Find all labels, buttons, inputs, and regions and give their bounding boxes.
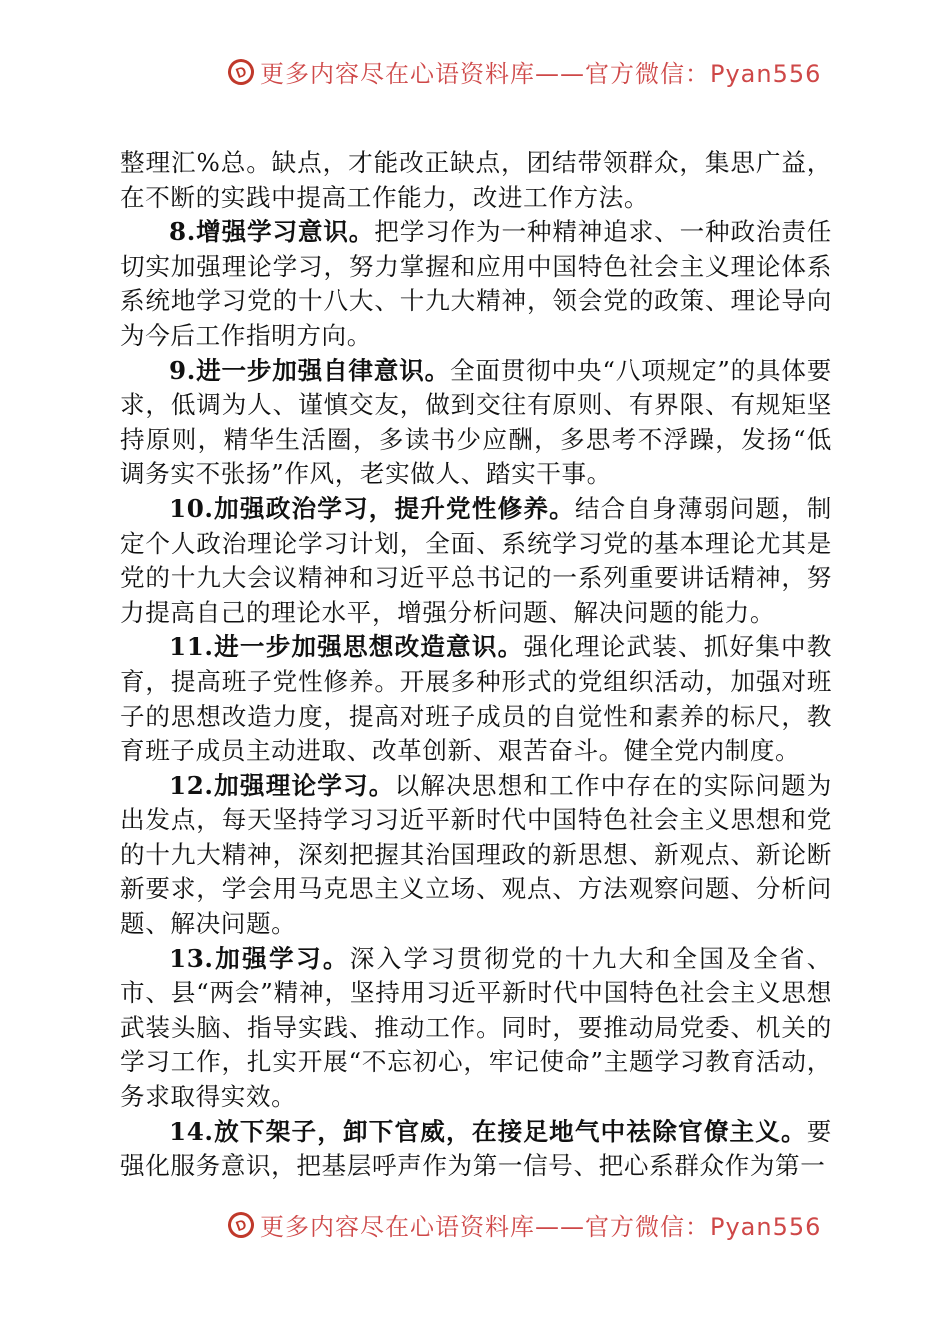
paragraph-heading: 12.加强理论学习。	[169, 770, 395, 800]
paragraph-body: 深入学习贯彻党的十九大和全国及全省、市、县“两会”精神，坚持用习近平新时代中国特色社会主义思想武装头脑、指导实践、推动工作。同时，要推动局党委、机关的学习工作，扎实开展“不忘初心，牢记使命”主题学习教育活动，务求取得实效。	[120, 943, 832, 1112]
document-body	[120, 146, 832, 1184]
paragraph-item-9	[120, 354, 832, 492]
paragraph-heading: 9.进一步加强自律意识。	[169, 355, 450, 385]
paragraph-item-11	[120, 630, 832, 768]
paragraph-body: 把学习作为一种精神追求、一种政治责任切实加强理论学习，努力掌握和应用中国特色社会主义理论体系系统地学习党的十八大、十九大精神，领会党的政策、理论导向为今后工作指明方向。	[120, 217, 832, 350]
paragraph-body: 强化理论武装、抓好集中教育，提高班子党性修养。开展多种形式的党组织活动，加强对班子的思想改造力度，提高对班子成员的自觉性和素养的标尺，教育班子成员主动进取、改革创新、艰苦奋斗。健全党内制度。	[120, 632, 833, 766]
paragraph-heading: 10.加强政治学习，提升党性修养。	[169, 493, 575, 523]
footer-watermark-text: 更多内容尽在心语资料库——官方微信：Pyan556	[260, 1213, 822, 1241]
header-watermark-text: 更多内容尽在心语资料库——官方微信：Pyan556	[260, 60, 822, 88]
paragraph-heading: 8.增强学习意识。	[169, 217, 375, 247]
paragraph-item-8	[120, 215, 832, 353]
paragraph-continued	[120, 146, 832, 215]
paragraph-item-14	[120, 1115, 832, 1184]
paragraph-item-12	[120, 769, 832, 942]
paragraph-heading: 13.加强学习。	[169, 943, 350, 973]
paragraph-body: 整理汇%总。缺点，才能改正缺点，团结带领群众，集思广益，在不断的实践中提高工作能力，改进工作方法。	[120, 148, 832, 212]
paragraph-item-13	[120, 942, 832, 1115]
brand-logo-icon: D	[224, 55, 257, 88]
paragraph-body: 以解决思想和工作中存在的实际问题为出发点，每天坚持学习习近平新时代中国特色社会主义思想和党的十九大精神，深刻把握其治国理政的新思想、新观点、新论断新要求，学会用马克思主义立场、观点、方法观察问题、分析问题、解决问题。	[120, 770, 832, 939]
header-watermark-banner	[0, 50, 950, 90]
paragraph-item-10	[120, 492, 832, 630]
paragraph-heading: 11.进一步加强思想改造意识。	[169, 632, 524, 662]
brand-logo-icon: D	[224, 1208, 257, 1241]
footer-watermark-banner	[0, 1203, 950, 1243]
paragraph-body: 要强化服务意识，把基层呼声作为第一信号、把心系群众作为第一	[120, 1116, 832, 1181]
paragraph-body: 结合自身薄弱问题，制定个人政治理论学习计划，全面、系统学习党的基本理论尤其是党的十九大会议精神和习近平总书记的一系列重要讲话精神，努力提高自己的理论水平，增强分析问题、解决问题的能力。	[120, 493, 832, 627]
paragraph-body: 全面贯彻中央“八项规定”的具体要求，低调为人、谨慎交友，做到交往有原则、有界限、有规矩坚持原则，精华生活圈，多读书少应酬，多思考不浮躁，发扬“低调务实不张扬”作风，老实做人、踏实干事。	[120, 355, 832, 489]
paragraph-heading: 14.放下架子，卸下官威，在接足地气中祛除官僚主义。	[169, 1116, 807, 1146]
